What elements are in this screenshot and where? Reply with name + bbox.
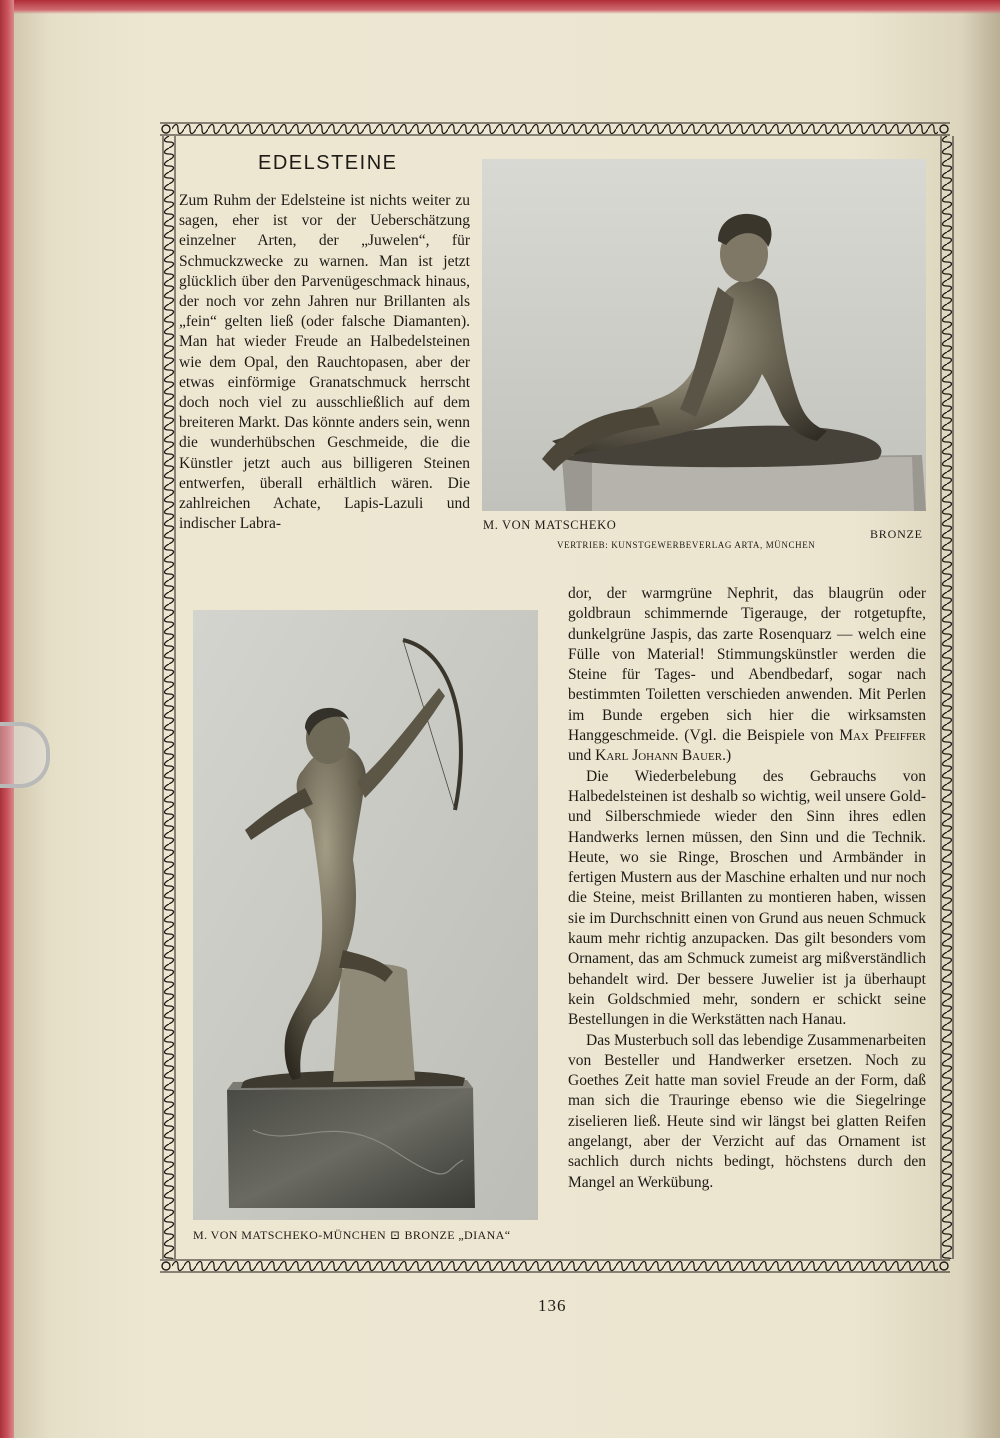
ornamental-border-left bbox=[162, 136, 176, 1259]
text-column-top-left: Zum Ruhm der Edelsteine ist nichts weiter zu sagen, eher ist vor der Ueberschätzung einzelner Arten, der „Juwelen“, für Schmuckzwecke zu warnen. Man ist jetzt glücklich über den Parvenügeschmack hinaus, der noch vor zehn Jahren nur Brillanten als „fein“ gelten ließ (oder falsche Diamanten). Man hat wieder Freude an Halbedelsteinen wie dem Opal, den Rauchtopasen, aber der etwas einförmige Granatschmuck herrscht doch noch viel zu ausschließlich auf dem breiteren Markt. Das könnte anders sein, wenn die wunderhübschen Geschmeide, die die Künstler jetzt auch aus billigeren Steinen entwerfen, überall erhältlich wären. Die zahlreichen Achate, Lapis-Lazuli und indischer Labra- bbox=[179, 192, 470, 533]
paragraph: Die Wiederbelebung des Gebrauchs von Halbedelsteinen ist deshalb so wichtig, weil unsere Gold- und Silberschmiede wieder den Sinn ihres edlen Handwerks lernen müssen, den Sinn und die Technik. Heute, wo sie Ringe, Broschen und Armbänder in fertigen Mustern aus der Maschine erhalten und nur noch die Steine, meist Brillanten zu montieren haben, wissen sie im Durchschnitt einen von Grund aus neuen Schmuck kaum mehr richtig anzupacken. Das gilt besonders vom Ornament, das am Schmuck zumeist arg mißverständlich behandelt wird. Der bessere Juwelier ist ja überhaupt kein Goldschmied mehr, sondern er schickt seine Bestellungen in die Werkstätten nach Hanau. bbox=[568, 767, 926, 1029]
figure1-caption-material: BRONZE bbox=[870, 527, 923, 541]
paragraph-text: .) bbox=[722, 747, 732, 765]
paragraph-continuation bbox=[568, 584, 926, 767]
figure2-caption-artist: M. VON MATSCHEKO-MÜNCHEN bbox=[193, 1228, 387, 1242]
photo-bronze-diana-archer bbox=[193, 610, 538, 1220]
artist-name: Karl Johann Bauer bbox=[595, 747, 723, 765]
book-cover-edge-left bbox=[0, 0, 14, 1438]
figure2-caption-title: BRONZE „DIANA“ bbox=[404, 1228, 511, 1242]
book-cover-edge-top bbox=[0, 0, 1000, 14]
ornamental-border-bottom bbox=[160, 1259, 950, 1273]
artist-name: Max Pfeiffer bbox=[839, 727, 926, 745]
page-number: 136 bbox=[538, 1296, 567, 1315]
paragraph-text: und bbox=[568, 747, 596, 765]
photo-bronze-reclining-figure bbox=[482, 159, 926, 511]
ornamental-border-right bbox=[940, 136, 954, 1259]
ornamental-border-top bbox=[160, 122, 950, 136]
figure1-caption-distributor: VERTRIEB: KUNSTGEWERBEVERLAG ARTA, MÜNCHEN bbox=[557, 540, 816, 550]
article-heading: EDELSTEINE bbox=[258, 152, 398, 174]
figure1-caption-artist: M. VON MATSCHEKO bbox=[483, 518, 617, 532]
figure2-caption-separator: ⊡ bbox=[390, 1228, 401, 1242]
text-column-right bbox=[568, 584, 926, 1193]
paragraph-text: dor, der warmgrüne Nephrit, das blaugrün oder goldbraun schimmernde Tigerauge, der rotgetupfte, dunkelgrüne Jaspis, das zarte Rosenquarz — welch eine Fülle von Material! Stimmungskünstler werden die Steine für Tages- und Abendbedarf, sogar nach bestimmten Toiletten verschieden anwenden. Mit Perlen im Bunde ergeben sich hier die wirksamsten Hanggeschmeide. (Vgl. die Beispiele von bbox=[568, 585, 926, 745]
paragraph: Das Musterbuch soll das lebendige Zusammenarbeiten von Besteller und Handwerker ersetzen. Noch zu Goethes Zeit hatte man soviel Freude an der Form, daß man sich die Trauringe ebenso wie die Siegelringe ziselieren ließ. Heute sind wir längst bei glatten Reifen angelangt, aber der Verzicht auf das Ornament ist sachlich durch nichts bedingt, höchstens durch den Mangel an Werkübung. bbox=[568, 1031, 926, 1191]
figure2-caption bbox=[193, 1228, 538, 1243]
